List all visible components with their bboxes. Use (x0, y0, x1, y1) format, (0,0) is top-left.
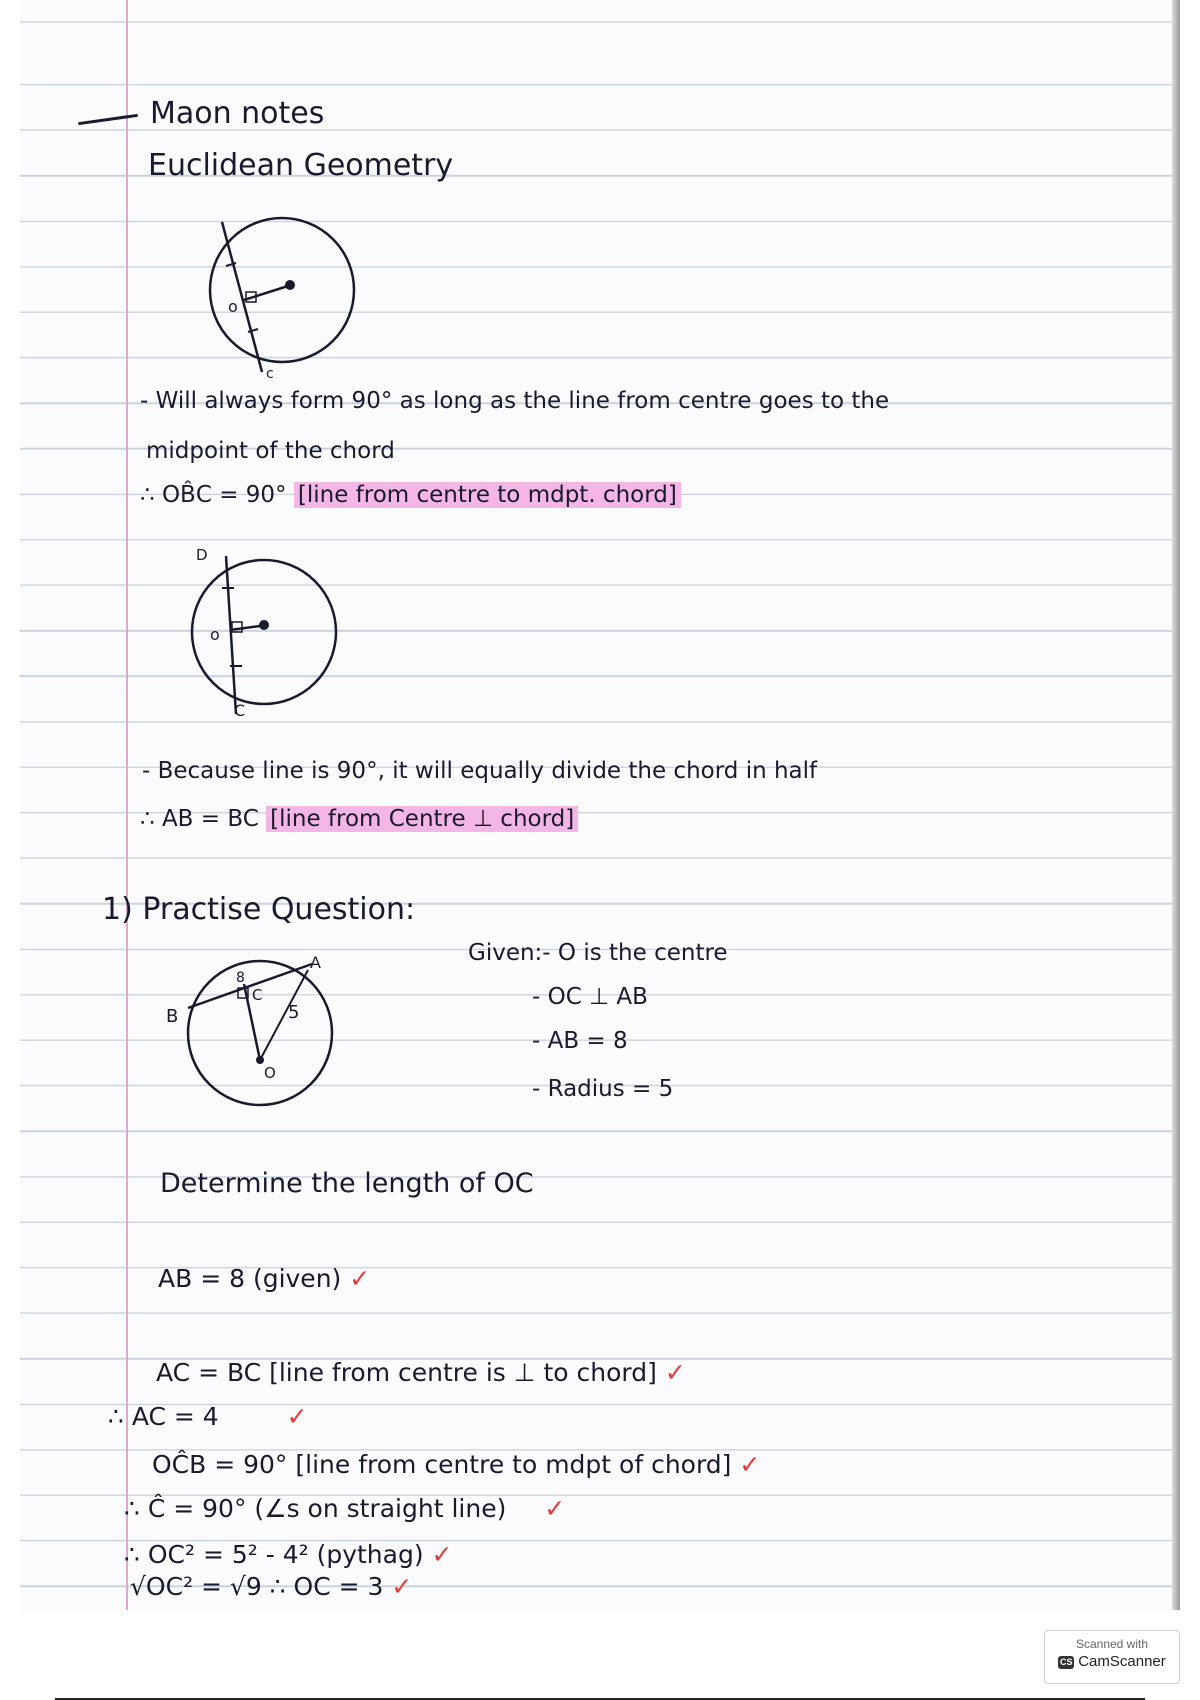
scanned-with-label: Scanned with (1075, 1637, 1149, 1651)
check-mark-icon: ✓ (544, 1494, 566, 1523)
solution-step-6-text: ∴ OC² = 5² - 4² (pythag) (124, 1540, 424, 1569)
solution-step-2-text: AC = BC [line from centre is ⊥ to chord] (156, 1358, 657, 1387)
header-title: Maon notes (150, 96, 325, 131)
solution-step-4 (152, 1450, 760, 1479)
page-edge (1172, 0, 1180, 1610)
diagram2-label-o: o (210, 625, 220, 644)
notes1-line1: - Will always form 90° as long as the line from centre goes to the (140, 388, 890, 414)
question-label-8: 8 (236, 970, 245, 986)
question-label-a: A (310, 953, 321, 972)
camscanner-brand (1045, 1653, 1179, 1670)
solution-step-5 (124, 1494, 565, 1523)
solution-step-5-text: ∴ Ĉ = 90° (∠s on straight line) (124, 1494, 507, 1523)
solution-step-4-text: OĈB = 90° [line from centre to mdpt of chord] (152, 1450, 732, 1479)
question-label-b: B (166, 1006, 179, 1027)
check-mark-icon: ✓ (431, 1540, 453, 1569)
check-mark-icon: ✓ (349, 1264, 371, 1293)
circle-diagram-2 (180, 540, 350, 730)
notes1-line2: midpoint of the chord (146, 438, 395, 464)
notes1-line3-prefix: ∴ OB̂C = 90° (140, 482, 287, 508)
notes2-line2-prefix: ∴ AB = BC (140, 806, 259, 832)
check-mark-icon: ✓ (391, 1572, 413, 1601)
diagram1-label-c: c (266, 366, 274, 380)
check-mark-icon: ✓ (664, 1358, 686, 1387)
question-label-5: 5 (288, 1002, 300, 1023)
question-circle-diagram (160, 948, 350, 1118)
solution-step-7 (130, 1572, 412, 1601)
margin-line (126, 0, 128, 1610)
question-label-c: C (252, 986, 263, 1004)
solution-step-3 (108, 1402, 308, 1431)
question-prompt: Determine the length of OC (160, 1168, 534, 1199)
notes1-line3 (140, 482, 681, 508)
given-item-2: - AB = 8 (532, 1028, 628, 1054)
check-mark-icon: ✓ (286, 1402, 308, 1431)
diagram2-label-c: C (234, 701, 246, 720)
notes2-line1: - Because line is 90°, it will equally divide the chord in half (142, 758, 818, 784)
solution-step-6 (124, 1540, 452, 1569)
solution-step-1 (158, 1264, 370, 1293)
diagram1-label-o: o (228, 297, 238, 316)
camscanner-badge (1044, 1630, 1180, 1684)
notes1-line3-reason: [line from centre to mdpt. chord] (294, 482, 681, 508)
camscanner-logo-icon: CS (1059, 1656, 1073, 1667)
given-item-1: - OC ⊥ AB (532, 984, 648, 1010)
check-mark-icon: ✓ (739, 1450, 761, 1479)
solution-step-3-text: ∴ AC = 4 (108, 1402, 219, 1431)
question-title: 1) Practise Question: (102, 892, 416, 927)
notes2-line2-reason: [line from Centre ⊥ chord] (266, 806, 578, 832)
diagram2-label-d: D (196, 546, 208, 564)
header-subtitle: Euclidean Geometry (148, 148, 454, 183)
solution-step-2 (156, 1358, 686, 1387)
circle-diagram-1 (200, 200, 370, 380)
camscanner-brand-label: CamScanner (1078, 1653, 1166, 1670)
notes2-line2 (140, 806, 578, 832)
solution-step-1-text: AB = 8 (given) (158, 1264, 342, 1293)
question-label-o: O (264, 1064, 276, 1082)
given-heading: Given:- O is the centre (468, 940, 728, 966)
solution-step-7-text: √OC² = √9 ∴ OC = 3 (130, 1572, 384, 1601)
given-item-3: - Radius = 5 (532, 1076, 674, 1102)
